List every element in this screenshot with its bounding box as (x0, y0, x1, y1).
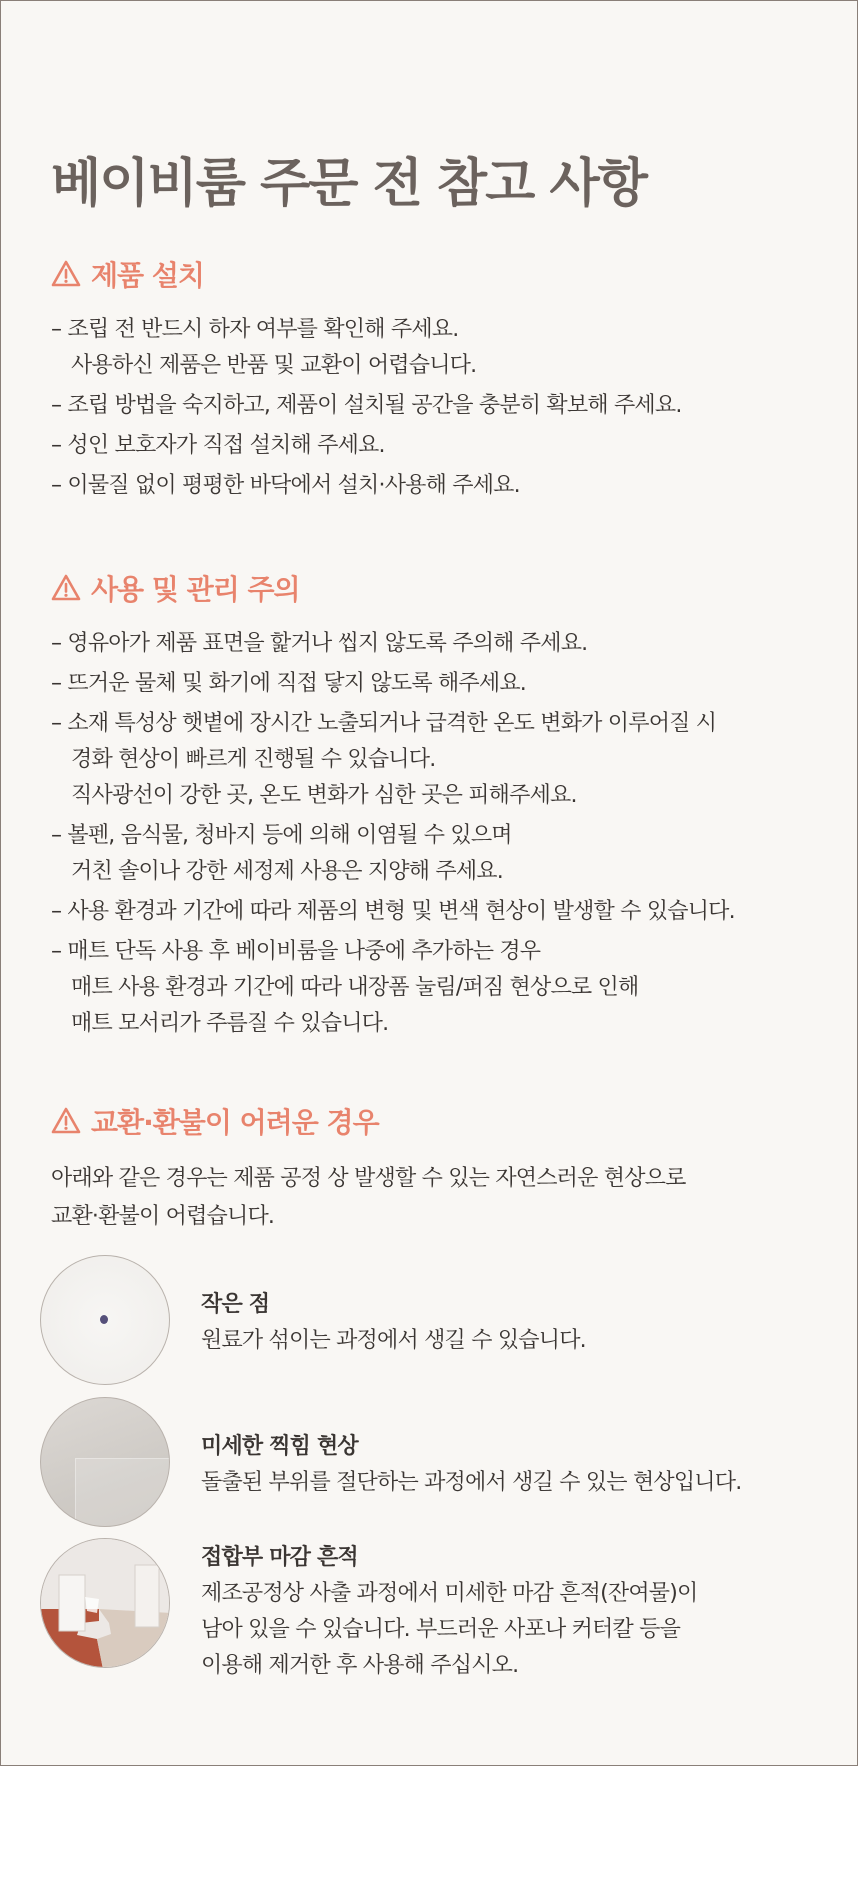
joint-finish-illustration (41, 1539, 170, 1668)
item-title: 작은 점 (201, 1292, 270, 1317)
section-heading-usage-care (51, 568, 300, 608)
item-description: 이용해 제거한 후 사용해 주십시오. (201, 1653, 519, 1678)
item-description: 돌출된 부위를 절단하는 과정에서 생길 수 있는 현상입니다. (201, 1470, 742, 1495)
intro-text: 아래와 같은 경우는 제품 공정 상 발생할 수 있는 자연스러운 현상으로 (51, 1166, 686, 1191)
list-item: – 조립 방법을 숙지하고, 제품이 설치될 공간을 충분히 확보해 주세요. (51, 393, 682, 418)
list-item: – 매트 단독 사용 후 베이비룸을 나중에 추가하는 경우 (51, 939, 541, 964)
warning-triangle-icon (51, 260, 81, 288)
list-item: – 뜨거운 물체 및 화기에 직접 닿지 않도록 해주세요. (51, 671, 526, 696)
list-item: – 소재 특성상 햇볕에 장시간 노출되거나 급격한 온도 변화가 이루어질 시 (51, 711, 717, 736)
item-description: 남아 있을 수 있습니다. 부드러운 사포나 커터칼 등을 (201, 1617, 681, 1642)
list-item: – 영유아가 제품 표면을 핥거나 씹지 않도록 주의해 주세요. (51, 631, 588, 656)
small-dot-sample-image (40, 1255, 170, 1385)
list-item-continuation: 직사광선이 강한 곳, 온도 변화가 심한 곳은 피해주세요. (71, 783, 577, 808)
list-item-continuation: 매트 사용 환경과 기간에 따라 내장폼 눌림/퍼짐 현상으로 인해 (71, 975, 639, 1000)
section-heading-installation (51, 254, 204, 294)
intro-text: 교환·환불이 어렵습니다. (51, 1204, 275, 1229)
joint-finish-sample-image (40, 1538, 170, 1668)
item-description: 원료가 섞이는 과정에서 생길 수 있습니다. (201, 1328, 586, 1353)
list-item-continuation: 사용하신 제품은 반품 및 교환이 어렵습니다. (71, 353, 477, 378)
section-heading-label: 사용 및 관리 주의 (91, 573, 300, 606)
list-item: – 볼펜, 음식물, 청바지 등에 의해 이염될 수 있으며 (51, 823, 512, 848)
section-heading-label: 교환·환불이 어려운 경우 (91, 1106, 379, 1139)
list-item-continuation: 거친 솔이나 강한 세정제 사용은 지양해 주세요. (71, 859, 503, 884)
list-item-continuation: 매트 모서리가 주름질 수 있습니다. (71, 1011, 389, 1036)
page-title: 베이비룸 주문 전 참고 사항 (51, 154, 646, 214)
item-title: 미세한 찍힘 현상 (201, 1434, 358, 1459)
list-item: – 이물질 없이 평평한 바닥에서 설치·사용해 주세요. (51, 473, 520, 498)
warning-triangle-icon (51, 1107, 81, 1135)
list-item: – 조립 전 반드시 하자 여부를 확인해 주세요. (51, 317, 459, 342)
dent-mark-sample-image (40, 1397, 170, 1527)
warning-triangle-icon (51, 574, 81, 602)
item-description: 제조공정상 사출 과정에서 미세한 마감 흔적(잔여물)이 (201, 1581, 698, 1606)
list-item: – 사용 환경과 기간에 따라 제품의 변형 및 변색 현상이 발생할 수 있습니다. (51, 899, 735, 924)
list-item: – 성인 보호자가 직접 설치해 주세요. (51, 433, 385, 458)
list-item-continuation: 경화 현상이 빠르게 진행될 수 있습니다. (71, 747, 436, 772)
section-heading-label: 제품 설치 (91, 259, 204, 292)
item-title: 접합부 마감 흔적 (201, 1545, 358, 1570)
section-heading-no-exchange-refund (51, 1101, 379, 1141)
